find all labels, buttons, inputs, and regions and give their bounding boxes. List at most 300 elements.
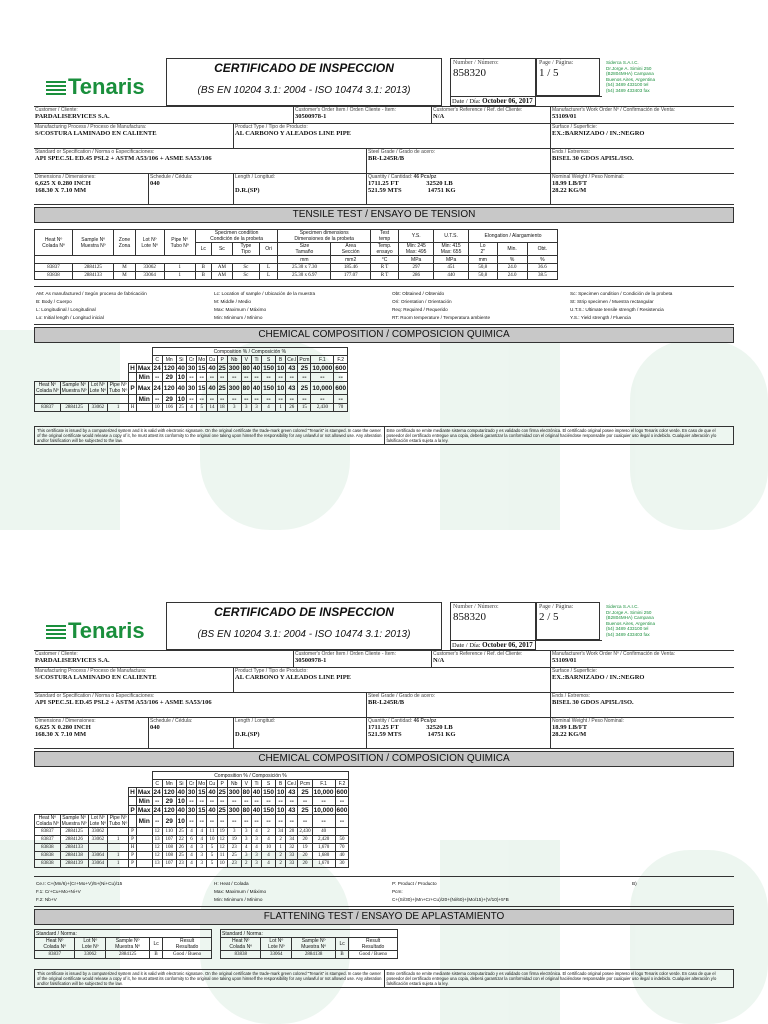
table-cell: 12 xyxy=(217,836,227,844)
table-cell: -- xyxy=(275,395,285,404)
table-cell: 33 xyxy=(286,860,298,868)
table-cell: 3 xyxy=(227,404,241,412)
table-cell: R T xyxy=(370,272,398,280)
address-line: (B2804MHA) Campana xyxy=(606,615,654,620)
legend-item: Max: Maximum / Máximo xyxy=(214,889,267,894)
product-label: Product Type / Tipo de Producto: xyxy=(235,668,308,674)
page-box xyxy=(536,602,600,640)
table-cell: 33062 xyxy=(88,828,108,836)
address-line: Dr.Jorge A. Simini 250 xyxy=(606,609,652,615)
table-cell: 14 xyxy=(207,404,217,412)
column-header: Si xyxy=(176,356,186,364)
table-cell: 25.30 x 7.30 xyxy=(278,264,331,272)
logo-bars-icon xyxy=(46,81,66,95)
column-header: Pipe Nº Tubo Nº xyxy=(109,815,128,827)
table-cell: 2,420 xyxy=(312,836,335,844)
table-cell: 120 xyxy=(163,788,175,796)
table-cell xyxy=(108,828,129,836)
table-cell: -- xyxy=(286,373,298,382)
table-cell: 29 xyxy=(162,815,176,828)
table-cell: 3 xyxy=(197,852,207,860)
table-cell xyxy=(136,828,152,836)
table-cell: 19 xyxy=(217,828,227,836)
table-cell xyxy=(335,828,349,836)
company-address xyxy=(606,60,655,93)
surface-value: EX.:BARNIZADO / IN.:NEGRO xyxy=(552,130,645,137)
legend-item: Pcm: xyxy=(392,889,403,894)
table-cell: 286 xyxy=(399,272,434,280)
table-cell: -- xyxy=(275,815,285,828)
table-cell: 50,8 xyxy=(469,264,497,272)
column-header: Nb xyxy=(227,780,241,788)
table-cell: 40 xyxy=(208,364,216,372)
table-cell: 1 xyxy=(164,272,195,280)
ref-value: N/A xyxy=(433,657,445,664)
grade-label: Steel Grade / Grado de acero: xyxy=(368,693,435,699)
chemical-table-2 xyxy=(34,771,349,868)
table-cell: 83837 xyxy=(35,951,75,959)
table-row xyxy=(221,938,398,951)
table-cell: 177.07 xyxy=(331,272,370,280)
table-cell: 120 xyxy=(163,364,175,372)
table-cell: -- xyxy=(186,373,196,382)
product-value: AL CARBONO Y ALEADOS LINE PIPE xyxy=(235,130,351,137)
column-header: Elongation / Alargamiento xyxy=(469,230,558,243)
page-label: Page / Página: xyxy=(539,604,574,610)
table-cell: -- xyxy=(197,395,207,404)
column-header: Result Resultado xyxy=(349,938,398,951)
column-header: Pipe Nº Tubo Nº xyxy=(109,382,128,394)
column-header: Sample Nº Muestra Nº xyxy=(106,938,150,951)
table-row xyxy=(35,836,349,844)
spec-label: Standard or Specification / Norma o Especificaciones: xyxy=(35,149,155,155)
table-cell: B xyxy=(336,951,349,959)
dimensions-inch: 6,625 X 0.280 INCH xyxy=(35,724,91,731)
column-header: mm2 xyxy=(331,256,370,264)
length-value: D.R.(SP) xyxy=(235,187,260,194)
table-cell: 1 xyxy=(108,836,129,844)
column-header xyxy=(35,256,278,264)
nominal-weight-lbft: 18.99 LB/FT xyxy=(552,180,588,187)
table-row xyxy=(35,348,348,356)
footer-english: This certificate is issued by a computerized system and it is valid with electronic signature. On the original certificate the trade-mark green colored "Tenaris" is stamped. In case the owner of the original certificate would release a copy of it, he must attest its conformity to the original one taking upon himself the responsibility for any unlawful or not allowed use. Any alteration and/or falsification will be subjected to the law. xyxy=(37,971,382,986)
table-cell: 33064 xyxy=(88,860,108,868)
table-cell: 106 xyxy=(162,404,176,412)
column-header: Lc xyxy=(195,243,211,256)
table-cell: 3 xyxy=(241,836,251,844)
column-header: B xyxy=(275,780,285,788)
customer-value: PARDALISERVICES S.A. xyxy=(35,113,110,120)
table-cell: -- xyxy=(241,395,251,404)
certificate-date: October 06, 2017 xyxy=(482,97,533,105)
column-header: Mo xyxy=(198,780,206,787)
table-cell: H xyxy=(129,844,137,852)
legend-item xyxy=(632,897,736,902)
legend-item: AM: As manufactured / Según proceso de fabricación xyxy=(36,291,147,296)
legend-item: Sc: Specimen condition / Condición de la probeta xyxy=(570,291,673,296)
grade-value: BR-L245R/B xyxy=(368,155,405,162)
table-cell: 30 xyxy=(187,788,196,796)
tensile-section-title: TENSILE TEST / ENSAYO DE TENSION xyxy=(34,207,734,223)
table-cell: -- xyxy=(217,373,227,382)
column-header: Ori xyxy=(259,243,278,256)
table-cell: 10 xyxy=(262,844,276,852)
table-cell xyxy=(129,797,137,806)
column-header: F.2 xyxy=(335,780,349,788)
certificate-page-2 xyxy=(34,602,734,988)
table-cell: 10 xyxy=(152,404,162,412)
schedule-value: 040 xyxy=(150,180,160,187)
table-cell: 1 xyxy=(275,844,285,852)
table-cell: P xyxy=(129,828,137,836)
surface-label: Surface / Superficie: xyxy=(552,124,598,130)
brand-name: Tenaris xyxy=(68,74,145,99)
table-cell: 12 xyxy=(217,844,227,852)
table-cell: 13 xyxy=(152,860,162,868)
table-cell: 4 xyxy=(251,844,261,852)
legend-item: Y.S.: Yield strength / Fluencia xyxy=(570,315,631,320)
quantity-mts: 521.59 MTS xyxy=(368,731,402,738)
footer-spanish: Este certificado se emite mediante sistema computarizado y es validado con firma electrónica. El certificado original posee impreso el logo Tenaris color verde. En caso de que el poseedor del certificado entregue una copia, deberá garantizar la conformidad con el original haciéndose responsable por cualquier uso ilegal o indebido. Cualquier alteración y/o falsificación estará sujeta a la ley. xyxy=(384,970,734,987)
column-header: Composition % / Composición % xyxy=(152,772,349,780)
brand-name: Tenaris xyxy=(68,618,145,643)
grade-value: BR-L245R/B xyxy=(368,699,405,706)
table-cell: 15 xyxy=(198,806,206,814)
table-cell: 5 xyxy=(207,844,217,852)
table-cell: 24 xyxy=(153,364,161,372)
table-cell: 25 xyxy=(176,404,186,412)
table-cell: -- xyxy=(275,373,285,382)
work-order-label: Manufacturer's Work Order Nº / Confirmación de Venta: xyxy=(552,651,676,657)
table-cell: 2 xyxy=(275,836,285,844)
table-cell: 80 xyxy=(242,806,250,814)
table-cell: 33064 xyxy=(261,951,292,959)
page-box xyxy=(536,58,600,96)
table-cell: 19 xyxy=(227,836,241,844)
table-cell: -- xyxy=(152,373,162,382)
table-cell: 30 xyxy=(187,364,196,372)
table-cell: 5 xyxy=(207,860,217,868)
table-cell: 4 xyxy=(197,836,207,844)
legend-item: F.1: Cr+Cu+Mo+Ni+V xyxy=(36,889,81,894)
column-header: Lc xyxy=(336,938,349,951)
spec-label: Standard or Specification / Norma o Especificaciones: xyxy=(35,693,155,699)
chemical-section-title: CHEMICAL COMPOSITION / COMPOSICION QUIMICA xyxy=(34,751,734,767)
process-label: Manufacturing Process / Proceso de Manufactura: xyxy=(35,124,147,130)
table-cell: 33064 xyxy=(135,272,164,280)
legend-item: St: Strip specimen / Muestra rectangular xyxy=(570,299,654,304)
table-cell: 83837 xyxy=(35,264,73,272)
table-cell: 20 xyxy=(286,828,298,836)
table-cell: 2 xyxy=(241,860,251,868)
table-cell: 70 xyxy=(334,404,348,412)
table-cell: Good / Bueno xyxy=(349,951,398,959)
table-cell: 300 xyxy=(227,382,241,395)
table-cell: 24 xyxy=(153,806,161,814)
table-cell: -- xyxy=(241,815,251,828)
dimensions-mm: 168.30 X 7.10 MM xyxy=(35,187,87,194)
order-value: 30500978-1 xyxy=(295,113,327,120)
column-header: Cu xyxy=(208,780,216,787)
table-cell: 108 xyxy=(162,852,176,860)
table-cell: 110 xyxy=(162,828,176,836)
legend-item: Req: Required / Requerido xyxy=(392,307,448,312)
customer-label: Customer / Cliente: xyxy=(35,107,78,113)
tenaris-logo xyxy=(46,74,145,100)
table-cell: 10 xyxy=(276,364,285,372)
nominal-weight-lbft: 18.99 LB/FT xyxy=(552,724,588,731)
table-cell: Max xyxy=(137,806,151,814)
table-cell xyxy=(136,404,152,412)
table-cell xyxy=(129,373,137,382)
table-cell: -- xyxy=(241,797,251,806)
legend-item: RT: Room temperature / Temperatura ambiente xyxy=(392,315,491,320)
column-header: V xyxy=(241,780,251,788)
table-cell xyxy=(136,844,152,852)
table-cell: 26 xyxy=(176,844,186,852)
legend-item: Obt: Obtained / Obtenido xyxy=(392,291,445,296)
table-cell: 15 xyxy=(198,788,206,796)
column-header: Specimen condition Condición de la probeta xyxy=(195,230,278,243)
table-cell: -- xyxy=(335,815,349,828)
table-cell: 2884126 xyxy=(60,836,88,844)
column-header: Cu xyxy=(208,356,216,363)
table-cell: 2,430 xyxy=(299,829,311,834)
table-cell: 2,430 xyxy=(311,404,334,412)
column-header: C xyxy=(152,356,162,364)
certificate-title: CERTIFICADO DE INSPECCION xyxy=(214,605,394,619)
table-cell: 43 xyxy=(286,788,298,797)
schedule-value: 040 xyxy=(150,724,160,731)
nominal-weight-label: Nominal Weight / Peso Nominal: xyxy=(552,718,624,724)
table-cell xyxy=(108,844,129,852)
table-cell: 34 xyxy=(286,836,298,844)
column-header: Min: 415 Max: 655 xyxy=(434,243,469,256)
table-row xyxy=(221,930,398,938)
ends-value: BISEL 30 GDOS API5L/ISO. xyxy=(552,155,634,162)
table-cell: 600 xyxy=(335,364,347,372)
legend-item: Min: Minimum / Mínimo xyxy=(214,315,263,320)
column-header xyxy=(35,348,153,356)
table-cell: -- xyxy=(197,815,207,828)
table-cell: M xyxy=(114,264,135,272)
dimensions-inch: 6,625 X 0.280 INCH xyxy=(35,180,91,187)
table-cell: 440 xyxy=(434,272,469,280)
table-cell: 25 xyxy=(227,852,241,860)
table-cell: 25 xyxy=(176,852,186,860)
table-cell: 10 xyxy=(177,395,185,403)
table-cell: -- xyxy=(152,797,162,806)
column-header: Heat Nº Colada Nº xyxy=(36,815,59,827)
table-cell: 297 xyxy=(399,264,434,272)
column-header: F.1 xyxy=(311,356,334,364)
table-cell: 2884125 xyxy=(106,951,150,959)
table-cell: -- xyxy=(275,797,285,806)
table-row xyxy=(35,938,212,951)
process-value: S/COSTURA LAMINADO EN CALIENTE xyxy=(35,674,157,681)
table-cell: 23 xyxy=(227,844,241,852)
table-cell: 23 xyxy=(176,860,186,868)
footer-english: This certificate is issued by a computerized system and it is valid with electronic signature. On the original certificate the trade-mark green colored "Tenaris" is stamped. In case the owner of the original certificate would release a copy of it, he must attest its conformity to the original one taking upon himself the responsibility for any unlawful or not allowed use. Any alteration and/or falsification will be subjected to the law. xyxy=(37,428,382,443)
length-label: Length / Longitud: xyxy=(235,718,276,724)
table-cell: -- xyxy=(286,395,298,404)
table-cell: B xyxy=(150,951,163,959)
table-cell: 80 xyxy=(242,364,250,372)
table-cell: 10,000 xyxy=(311,382,334,395)
column-header: Area Sección xyxy=(331,243,370,256)
table-row xyxy=(35,797,349,806)
table-row xyxy=(35,806,349,815)
dimensions-label: Dimensions / Dimensiones: xyxy=(35,718,96,724)
column-header: Sample Nº Muestra Nº xyxy=(61,382,87,394)
column-header: Mn xyxy=(162,356,176,364)
legend-item: Min: Minimum / Mínimo xyxy=(214,897,263,902)
table-cell: 10 xyxy=(276,806,285,814)
table-cell: 3 xyxy=(241,852,251,860)
table-cell: 33062 xyxy=(75,951,106,959)
ref-label: Customer's Reference / Ref. del Cliente: xyxy=(433,651,523,657)
table-cell: 300 xyxy=(228,806,240,814)
spec-value: API SPEC.5L ED.45 PSL2 + ASTM A53/106 + ASME SA53/106 xyxy=(35,699,212,706)
column-header: B xyxy=(275,356,285,364)
tensile-table xyxy=(34,229,558,280)
table-cell: -- xyxy=(251,815,261,828)
legend-item: C+(Si/30)+(Mn+Cr+Cu)/20+(Ni/60)+(Mo/15)+(V/10)+5*B xyxy=(392,897,509,902)
surface-label: Surface / Superficie: xyxy=(552,668,598,674)
table-cell: -- xyxy=(251,373,261,382)
table-cell: Max xyxy=(136,382,152,395)
table-cell: 2 xyxy=(262,828,276,836)
title-box xyxy=(166,58,442,106)
table-cell: -- xyxy=(262,395,276,404)
table-cell: 4 xyxy=(262,860,276,868)
table-cell: -- xyxy=(207,395,217,404)
footer-spanish: Este certificado se emite mediante sistema computarizado y es validado con firma electrónica. El certificado original posee impreso el logo Tenaris color verde. En caso de que el poseedor del certificado entregue una copia, deberá garantizar la conformidad con el original haciéndose responsable por cualquier uso ilegal o indebido. Cualquier alteración y/o falsificación estará sujeta a la ley. xyxy=(384,427,734,444)
table-cell: 1,670 xyxy=(312,844,335,852)
table-cell: 10 xyxy=(276,788,285,796)
table-cell: 24 xyxy=(153,788,161,796)
column-header: Lot Nº Lote Nº xyxy=(261,938,292,951)
table-cell: 4 xyxy=(186,828,196,836)
table-cell: 40 xyxy=(312,828,335,836)
table-cell: 4 xyxy=(262,852,276,860)
table-cell: 4 xyxy=(186,852,196,860)
length-label: Length / Longitud: xyxy=(235,174,276,180)
table-cell: 3 xyxy=(241,404,251,412)
table-cell: 10,000 xyxy=(313,806,334,814)
column-header: Sample Nº Muestra Nº xyxy=(292,938,336,951)
column-header: Y.S. xyxy=(399,230,434,243)
column-header: Zone Zona xyxy=(114,230,135,256)
table-cell: -- xyxy=(217,797,227,806)
column-header xyxy=(35,780,153,788)
table-cell xyxy=(35,806,129,815)
table-cell: 40 xyxy=(177,806,185,814)
table-cell: 20 xyxy=(298,836,312,844)
certificate-number: 858320 xyxy=(453,611,486,623)
table-cell: 107 xyxy=(162,860,176,868)
table-cell: 26 xyxy=(286,404,298,412)
column-header xyxy=(35,772,153,780)
table-cell: 2884138 xyxy=(60,852,88,860)
table-cell: 40 xyxy=(252,788,261,796)
quantity-ft: 1711.25 FT xyxy=(368,180,399,187)
table-cell: 40 xyxy=(208,806,216,814)
legend-item: L: Longitudinal / Longitudinal xyxy=(36,307,96,312)
table-cell xyxy=(35,395,129,404)
table-cell: 4 xyxy=(186,404,196,412)
customer-label: Customer / Cliente: xyxy=(35,651,78,657)
table-cell: 83837 xyxy=(35,828,61,836)
table-cell: 80 xyxy=(241,382,251,395)
table-cell xyxy=(35,373,129,382)
table-cell: 83837 xyxy=(35,836,61,844)
table-cell: Max xyxy=(137,364,151,372)
column-header: Lot Nº Lote Nº xyxy=(135,230,164,256)
table-cell xyxy=(136,852,152,860)
table-cell: -- xyxy=(207,815,217,828)
table-cell: 29 xyxy=(162,373,176,382)
table-cell: 120 xyxy=(162,382,176,395)
certificate-number: 858320 xyxy=(453,67,486,79)
table-cell: -- xyxy=(298,797,312,806)
table-cell: 40 xyxy=(252,364,261,372)
table-cell: 33062 xyxy=(135,264,164,272)
date-label: Date / Día: xyxy=(452,98,481,105)
column-header: Test temp xyxy=(370,230,398,243)
flattening-table-b xyxy=(220,929,398,959)
ends-label: Ends / Extremos: xyxy=(552,693,591,699)
table-cell: 25 xyxy=(218,788,226,796)
grade-label: Steel Grade / Grado de acero: xyxy=(368,149,435,155)
table-cell: 40 xyxy=(177,364,185,372)
spec-value: API SPEC.5L ED.45 PSL2 + ASTM A53/106 + ASME SA53/106 xyxy=(35,155,212,162)
company-address xyxy=(606,604,655,637)
table-row xyxy=(35,860,349,868)
table-row xyxy=(35,373,348,382)
table-cell: 2884125 xyxy=(73,264,114,272)
table-cell: 4 xyxy=(251,828,261,836)
table-cell: 40 xyxy=(251,382,261,395)
table-cell: 33064 xyxy=(88,852,108,860)
column-header: MPa xyxy=(399,256,434,264)
table-cell: -- xyxy=(227,373,241,382)
table-cell: 40 xyxy=(207,382,217,395)
table-cell: 20 xyxy=(298,860,312,868)
table-cell: -- xyxy=(207,797,217,806)
certificate-footer xyxy=(34,969,734,988)
column-header: Composition % / Composición % xyxy=(152,348,348,356)
table-cell: 10,000 xyxy=(313,788,334,796)
table-cell: 3 xyxy=(251,836,261,844)
table-cell: 25.30 x 6.97 xyxy=(278,272,331,280)
table-cell: 600 xyxy=(334,382,348,395)
table-cell: -- xyxy=(227,815,241,828)
table-cell: Min xyxy=(136,373,152,382)
table-cell: -- xyxy=(197,373,207,382)
table-cell: Max xyxy=(137,788,151,796)
table-cell: -- xyxy=(227,395,241,404)
table-cell xyxy=(35,797,129,806)
table-cell: 150 xyxy=(263,364,274,372)
table-cell: 108 xyxy=(162,844,176,852)
table-cell: -- xyxy=(298,815,312,828)
table-cell: 10 xyxy=(217,860,227,868)
table-cell: Min xyxy=(136,797,152,806)
certificate-standard: (BS EN 10204 3.1: 2004 - ISO 10474 3.1: 2013) xyxy=(197,629,411,640)
table-cell: -- xyxy=(312,797,335,806)
table-cell: 50 xyxy=(335,836,349,844)
